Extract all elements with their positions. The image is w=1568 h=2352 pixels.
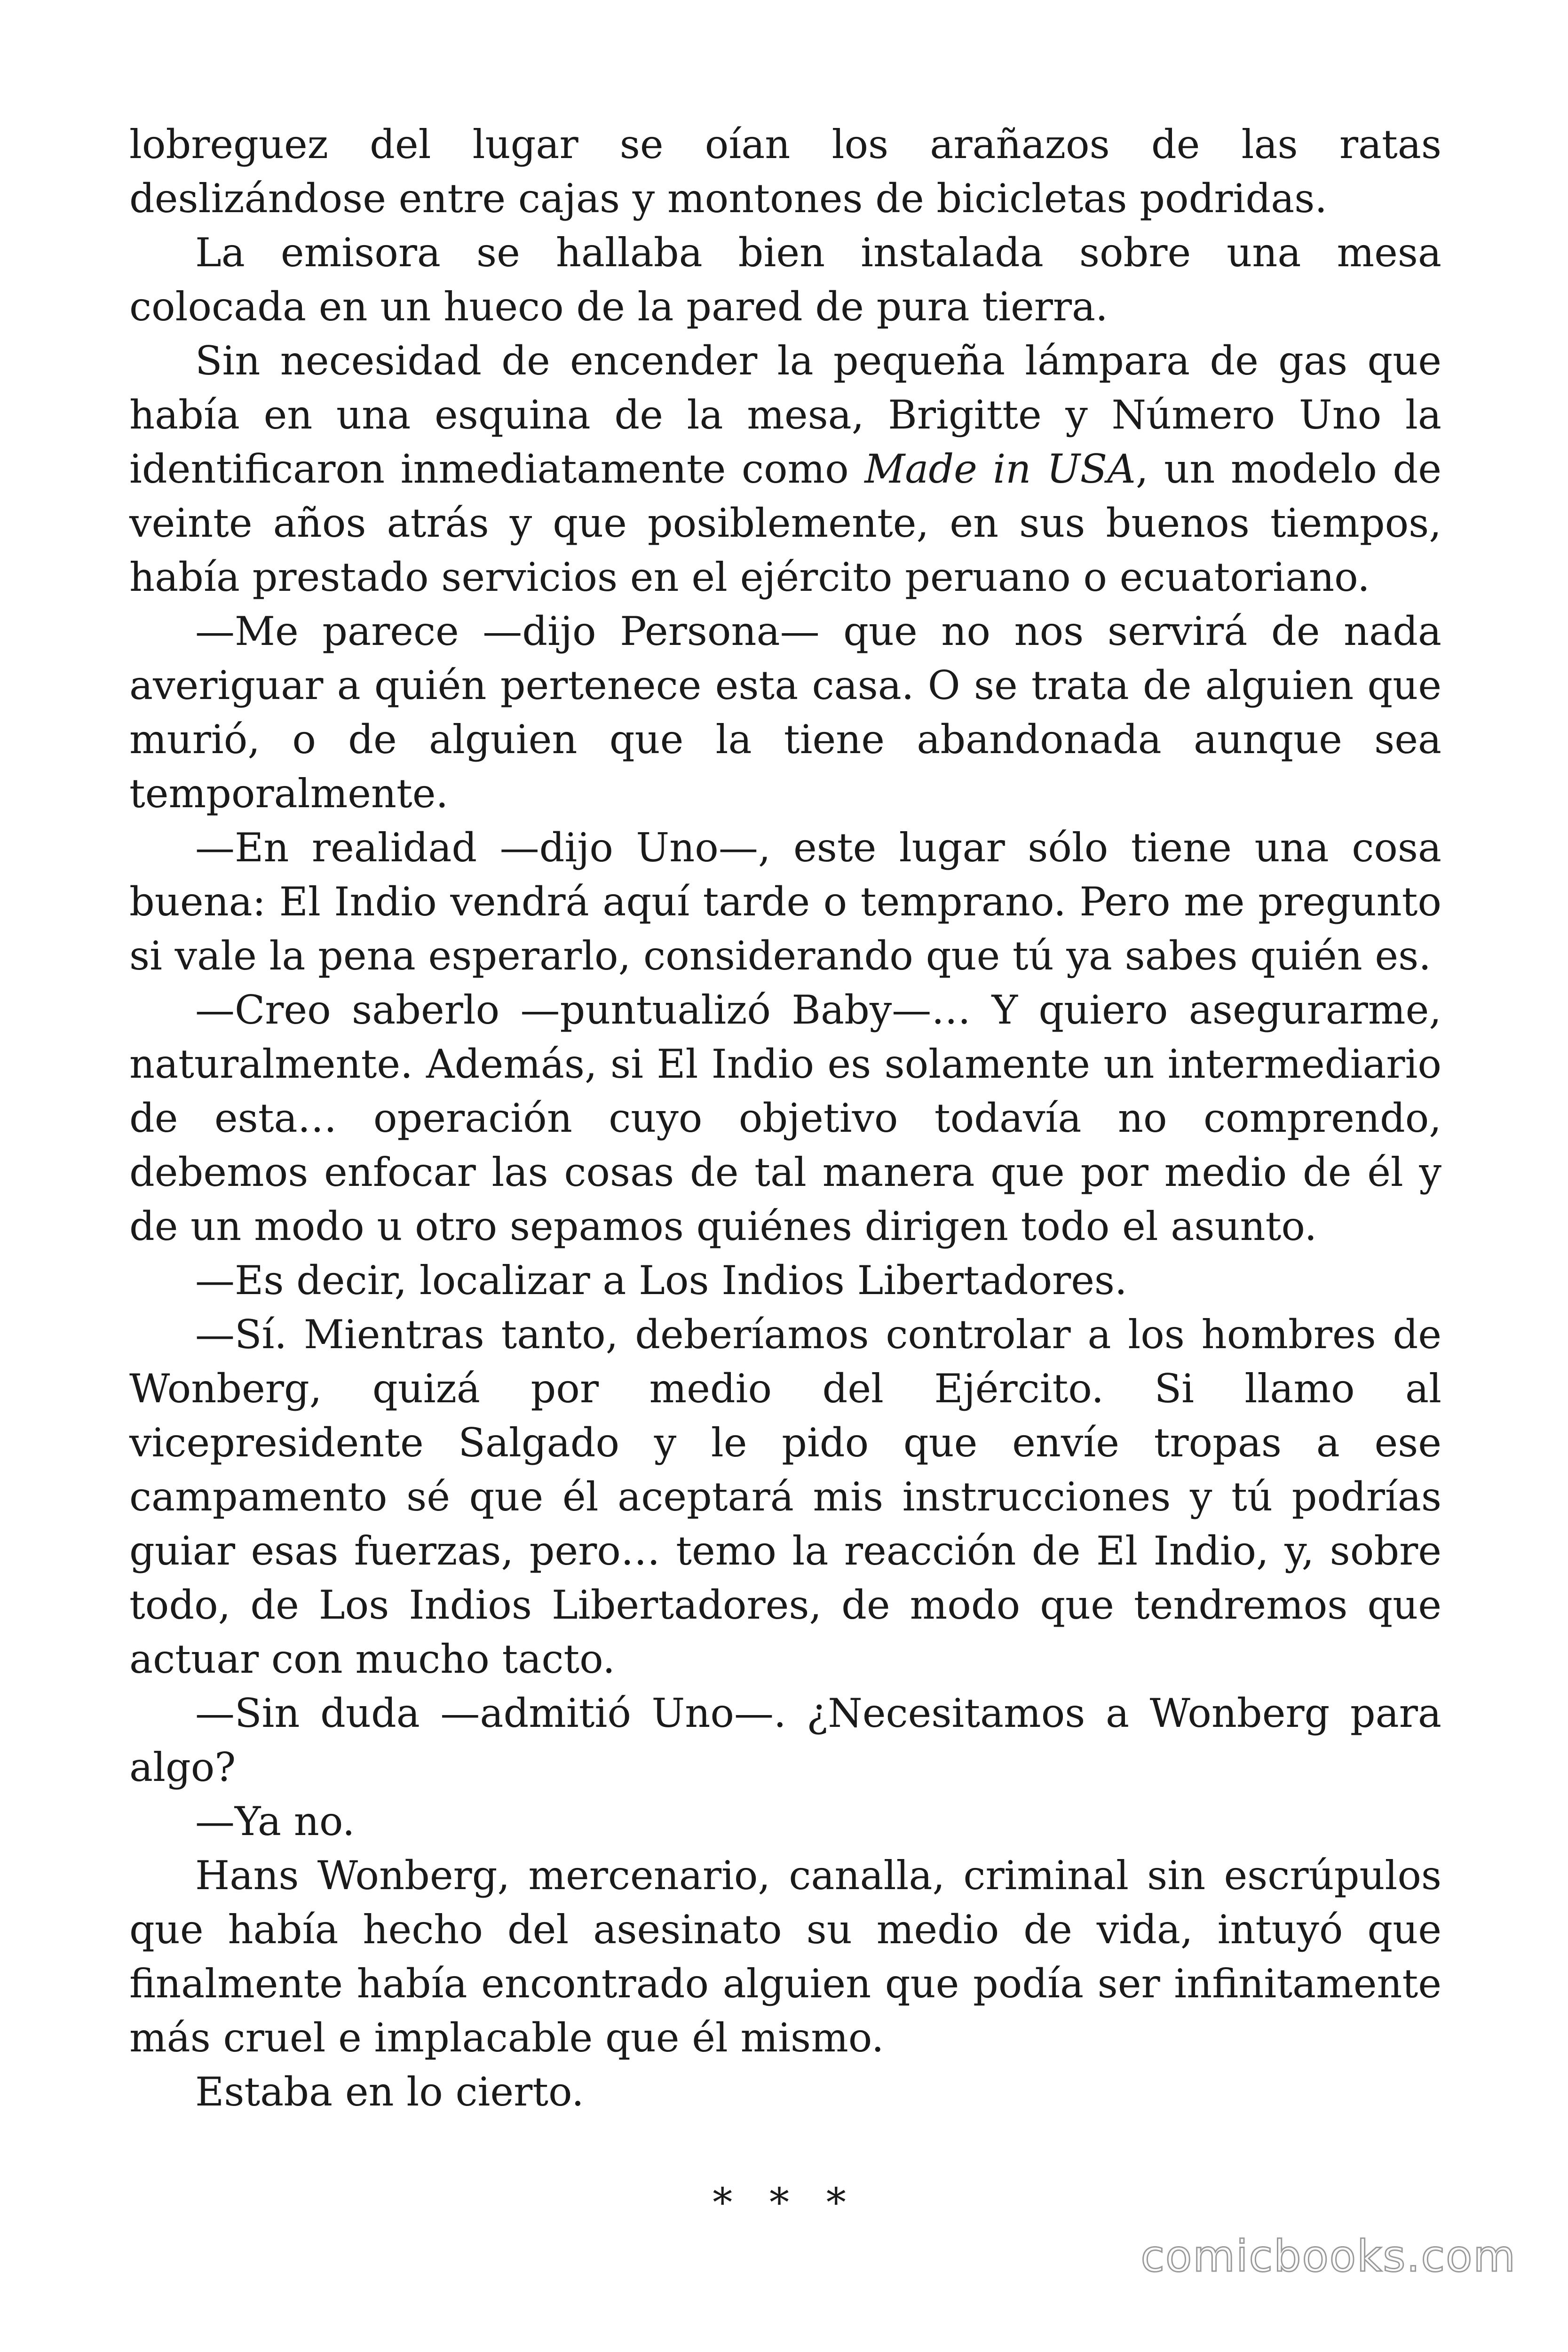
paragraph-11: Hans Wonberg, mercenario, canalla, criminal sin escrúpulos que había hecho del asesinato su medio de vida, intuyó que finalmente había encontrado alguien que podía ser infinitamente más cruel e implacable que él mismo. xyxy=(129,1852,1441,2061)
paragraph-4: —Me parece —dijo Persona— que no nos servirá de nada averiguar a quién pertenece esta casa. O se trata de alguien que murió, o de alguien que la tiene abandonada aunque sea temporalmente. xyxy=(129,608,1441,817)
paragraph-8: —Sí. Mientras tanto, deberíamos controlar a los hombres de Wonberg, quizá por medio del Ejército. Si llamo al vicepresidente Salgado y le pido que envíe tropas a ese campamento sé que él aceptará mis instrucciones y tú podrías guiar esas fuerzas, pero… temo la reacción de El Indio, y, sobre todo, de Los Indios Libertadores, de modo que tendremos que actuar con mucho tacto. xyxy=(129,1311,1441,1682)
paragraph-3-after: , un modelo de veinte años atrás y que posiblemente, en sus buenos tiempos, había prestado servicios en el ejército peruano o ecuatoriano. xyxy=(129,446,1441,600)
page-body xyxy=(129,118,1441,2230)
paragraph-1: lobreguez del lugar se oían los arañazos de las ratas deslizándose entre cajas y montones de bicicletas podridas. xyxy=(129,121,1441,222)
paragraph-10: —Ya no. xyxy=(195,1798,355,1844)
watermark-text: comicbooks.com xyxy=(1140,2231,1516,2281)
paragraph-2: La emisora se hallaba bien instalada sobre una mesa colocada en un hueco de la pared de pura tierra. xyxy=(129,230,1441,330)
paragraph-3 xyxy=(129,334,1441,604)
paragraph-3-before: Sin necesidad de encender la pequeña lámpara de gas que había en una esquina de la mesa, Brigitte y Número Uno la identificaron inmediatamente como xyxy=(129,338,1441,492)
section-separator: * * * xyxy=(713,2179,858,2225)
paragraph-3-italic: Made in USA xyxy=(864,446,1136,492)
paragraph-6: —Creo saberlo —puntualizó Baby—… Y quiero asegurarme, naturalmente. Además, si El Indio es solamente un intermediario de esta… operación cuyo objetivo todavía no comprendo, debemos enfocar las cosas de tal manera que por medio de él y de un modo u otro sepamos quiénes dirigen todo el asunto. xyxy=(129,987,1441,1249)
paragraph-12: Estaba en lo cierto. xyxy=(195,2069,584,2115)
paragraph-9: —Sin duda —admitió Uno—. ¿Necesitamos a Wonberg para algo? xyxy=(129,1690,1441,1790)
paragraph-5: —En realidad —dijo Uno—, este lugar sólo tiene una cosa buena: El Indio vendrá aquí tarde o temprano. Pero me pregunto si vale la pena esperarlo, considerando que tú ya sabes quién es. xyxy=(129,825,1441,979)
paragraph-7: —Es decir, localizar a Los Indios Libertadores. xyxy=(195,1257,1127,1303)
